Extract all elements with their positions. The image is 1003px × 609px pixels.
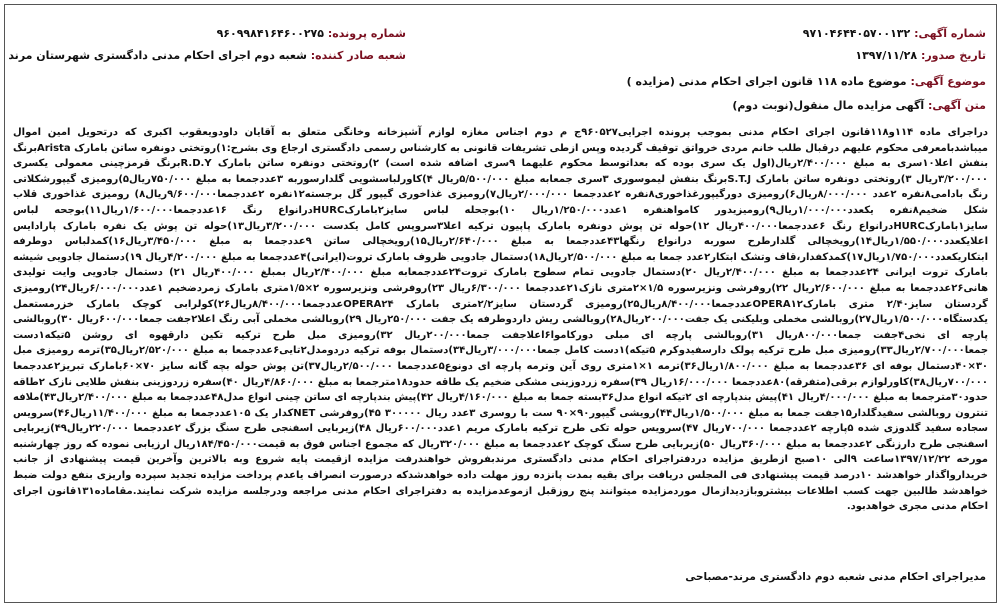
text-title: آگهی مزایده مال منقول(نوبت دوم) (732, 99, 925, 112)
notice-body: دراجرای ماده ۱۱۴و۱۱۸قانون اجرای احکام مدنی بموجب پرونده اجرایی۹۶۰۵۲۷ج م دوم اجناس مغازه لوازم آشپزخانه وخانگی متعلق به آقایان داودویعقوب اکبری که درتحویل امین اموال میباشدبامعرفی محکوم علیهم درقبال طلب خانم مردی خرواتق توقیف گردیده وپس ازطی تشریفات قانونی به کارشناس رسمی دادگستری ارجاع وی بشرح:۱)روتختی دونفره ساتن بامارک Aristaبرنگ بنفش اعلا۱۰سری به مبلغ ۲/۴۰۰/۰۰۰ریال(اول یک سری بوده که بعداتوسط محکوم علیهما ۹سری اضافه شده است) ۲)روتختی دونفره ساتن بامارک R.D.Yبرنگ قرمزچینی معمولی یکسری ۳/۲۰۰/۰۰۰ریال ۳)روتختی دونفره ساتن بامارک S.T.Jبرنگ بنفش لیموسوری ۳سری جمعابه مبلغ ۵/۵۰۰/۰۰۰ریال ۴)کاورلباسشویی گلدارسوربه ۳عددجمعا به مبلغ ۷۵۰/۰۰۰ریال۵)رومیزی گیپورشکلاتی رنگ بادامی۸نفره ۲عدد ۸/۰۰۰/۰۰۰ریال۶)رومیزی دورگیپورغذاخوری۸نفره ۲عددجمعا ۲/۰۰۰/۰۰۰ریال۷)رومیزی غذاخوری گیپور گل برجسته۱۲نفره ۲عددجمعا۹/۶۰۰/۰۰۰ریال۸) رومیزی غذاخوری قلاب شکل ضخیم۸نفره یکعدد۱/۰۰۰/۰۰۰ریال۹)رومیزیدور کامواهنفره ۱عدد۱/۲۵۰/۰۰۰ریال ۱۰)بوجحله لباس سایز۲بامارکHURCدرانواع رنگ ۱۶عددجمعا۱/۶۰۰/۰۰۰ریال۱۱)بوجحه لباس سایز۱بامارکHURCدرانواع رنگ ۶عددجمعا۴۰۰/۰۰۰ریال ۱۲)حوله تن پوش دونفره بامارک پاپیون ترکیه اعلا۳سروپس کامل یکدست ۳/۲۰۰/۰۰۰ریال۱۳)حوله تن پوش یک نفره بامارک پارادایس اعلایکعدد۱/۵۵۰/۰۰۰ریال۱۴)رویخچالی گلدارطرح سوربه درانواع رنگها۴۳عددجمعا به مبلغ ۲/۶۴۰/۰۰۰ریال۱۵)رویخچالی ساتن ۹عددجمعا به مبلغ ۳/۴۵۰/۰۰۰ریال۱۶)کمدلباس دوطرفه ابتکاریکعدد۱/۷۵۰/۰۰۰ریال۱۷)کمدکفدار،قاف وتشک ابتکار۲عدد جمعا به مبلغ ۲/۵۰۰/۰۰۰ریال۱۸)دستمال جادویی ظروف بامارک تروت(ایرانی)۴عددجمعا به مبلغ ۴/۲۰۰/۰۰۰ریال ۱۹)دستمال جادویی شیشه بامارک تروت ایرانی ۲۴عددجمعا به مبلغ ۲/۴۰۰/۰۰۰ریال ۲۰)دستمال جادویی تمام سطوح بامارک تروت۲۴عددجمعابه مبلغ ۲/۴۰۰/۰۰۰ریال بمبلغ ۴۰۰/۰۰۰ریال ۲۱) دستمال جادویی وایت تولیدی هانی۲۶عددجمعا به مبلغ ۲/۶۰۰/۰۰۰ریال ۲۲)روفرشی ونزیرسوره ۱/۵×۲متری نازک۲۱عددجمعا ۶/۳۰۰/۰۰۰ریال ۲۳)روفرشی ونزیرسوره ۲×۱/۵متری بامارک زمردضخیم ۱عدد۶/۰۰۰/۰۰۰ریال۲۴)رومیزی گردستان سایز۲/۴۰ متری بامارکOPERA۱۲عددجمعا۸/۴۰۰/۰۰۰ریال۲۵)رومیزی گردستان سایز۲/۲متری بامارک OPERA۲۴عددجمعا۸/۴۰۰/۰۰۰ریال۲۶)کولرابی کوچک بامارک خزرمستعمل یکدستگاه۱/۵۰۰/۰۰۰ریال۲۷)روبالشی مخملی وبلیکنی یک جفت۲۰۰/۰۰۰ریال۲۸)روبالشی ریش داردوطرفه یک جفت ۲۵۰/۰۰۰ریال ۲۹)روبالشی مخملی آبی رنگ اعلا۲جفت جمعا۶۰۰/۰۰۰ریال ۳۰)روبالشی پارچه ای نخی۴جفت جمعا۸۰۰/۰۰۰ریال ۳۱)روبالشی پارچه ای مبلی دورکاموا۶اعلاجفت جمعا۲۰۰/۰۰۰ریال ۳۲)رومیزی مبل طرح ترکیه تکین دارقهوه ای روشن ۵تیکه۱دست جمعا۲/۷۰۰/۰۰۰ریال۳۳)رومیزی مبل طرح ترکیه پولک دارسفیدوکرم ۵تیکه)۱دست کامل جمعا۳/۰۰۰/۰۰۰ریال۳۴)دستمال بوفه ترکیه دردومدل۲تایی۶عددجمعا به مبلغ ۲/۵۲۰/۰۰۰ریال۳۵)ترمه رومیزی مبل ۳۰×۴۰دستمال بوفه ای ۳۶عددجمعا به مبلغ ۱/۸۰۰/۰۰۰ریال۳۶)ترمه ۱×۱متری روی آین وترمه پارچه ای دونوع۵عددجمعا ۲/۵۰۰/۰۰۰ریال۳۷)تن پوش حوله بچه گانه سایز ۷۰×۶۰بامارک تبریز۲عددجمعا ۷۰۰/۰۰۰ریال۳۸)کاورلوازم برقی(متفرقه)۸۰عددجمعا ۱۶/۰۰۰/۰۰۰ریال ۳۹)سفره زردوزینی مشکی ضخیم یک طاقه حدود۱۸مترجمعا به مبلغ ۴/۸۶۰/۰۰۰ریال ۴۰)سفره زردوزینی بنفش طلایی نازک ۲طاقه حدود۳۰مترجمعا به مبلغ ۴/۰۰۰/۰۰۰ریال ۴۱)پیش بندپارچه ای ۲تیکه انواع مدل۳۶بسته جمعا به مبلغ ۴/۱۶۰/۰۰۰ریال ۴۲)پیش بندپارچه ای ساتن چینی انواع مدل۴۸عددجمعا به مبلغ ۲/۴۰۰/۰۰۰ریال۴۳)ملافه تنترون روبالشی سفیدگلدار۱۵جفت جمعا به مبلغ ۱/۵۰۰/۰۰۰ریال۴۴)رویشی گیپور۹۰×۹۰ ست با روسری ۳عدد ریال ۳۰۰۰۰۰ ۴۵)روفرشی NETکدار یک ۱۰۵عددجمعا به مبلغ ۱۱/۴۰۰/۰۰۰ریال۴۶)سرویس سجاده سفید گلدوزی شده ۵پارچه ۲عددجمعا ۷۰۰/۰۰۰ریال ۴۷)سرویس حوله تکی طرح ترکیه بامارک مریم ۱عدد۶۰۰/۰۰۰ریال ۴۸)زیربایی اسفنجی طرح سنگ بزرگ ۲عددجمعا ۲۲۰/۰۰۰ریال۴۹)زیربایی اسفنجی طرح دارزنگی ۲عددجمعا به مبلغ ۳۶۰/۰۰۰ریال ۵۰)زیربایی طرح سنگ کوچک ۲عددجمعا به مبلغ ۳۲۰/۰۰۰ریال که مجموع اجناس فوق به قیمت۱۸۴/۴۵۰/۰۰۰ریال ارزیابی نموده که روز چهارشنبه مورخه ۱۳۹۷/۱۲/۲۲ساعت ۹الی ۱۰صبح ازطریق مزایده دردفتراجرای احکام مدنی دادگستری مرندبفروش خواهندرفت مزایده ازقیمت پایه شروع وبه بالاترین وآخرین قیمت پیشنهادی از جانب خریدارواگذار خواهدشد ۱۰درصد قیمت پیشنهادی فی المجلس دریافت برای بقیه بمدت پانزده روز مهلت داده خواهدشدکه درصورت انصراف یاعدم پرداخت مزایده تجدید سپرده واریزی بنفع دولت ضبط خواهدشد طالبین جهت کسب اطلاعات بیشتروبازدیدازمال موردمزایده میتوانند پنج روزقبل ازموعدمزایده به دفتراجرای احکام مدنی مراجعه ودرجلسه مزایده شرکت نمایند.مقاماده۱۳۱قانون اجرای احکام مدنی مجری خواهدبود. (13, 127, 989, 513)
issuer: شعبه دوم اجرای احکام مدنی دادگستری شهرستان مرند (8, 49, 307, 62)
date-row (855, 49, 986, 62)
notice-number: ۹۷۱۰۴۶۴۴۰۵۷۰۰۱۳۲ (802, 27, 911, 40)
notice-frame (4, 4, 997, 603)
issuer-row (8, 49, 406, 62)
case-number-label: شماره پرونده: (327, 27, 406, 40)
notice-number-row (803, 27, 986, 40)
text-label: متن آگهی: (928, 99, 986, 112)
subject: موضوع ماده ۱۱۸ قانون اجرای احکام مدنی (مزایده ) (626, 75, 907, 88)
case-number-row (217, 27, 406, 40)
issuer-label: شعبه صادر کننده: (310, 49, 406, 62)
subject-label: موضوع آگهی: (910, 75, 986, 88)
notice-number-label: شماره آگهی: (914, 27, 986, 40)
subject-row (627, 75, 986, 88)
case-number: ۹۶۰۹۹۸۴۱۶۴۶۰۰۲۷۵ (216, 27, 324, 40)
text-title-row (732, 99, 986, 112)
signature: مدیراجرای احکام مدنی شعبه دوم دادگستری مرند-مصباحی (685, 571, 986, 583)
issue-date: ۱۳۹۷/۱۱/۲۸ (855, 49, 918, 62)
date-label: تاریخ صدور: (920, 49, 986, 62)
